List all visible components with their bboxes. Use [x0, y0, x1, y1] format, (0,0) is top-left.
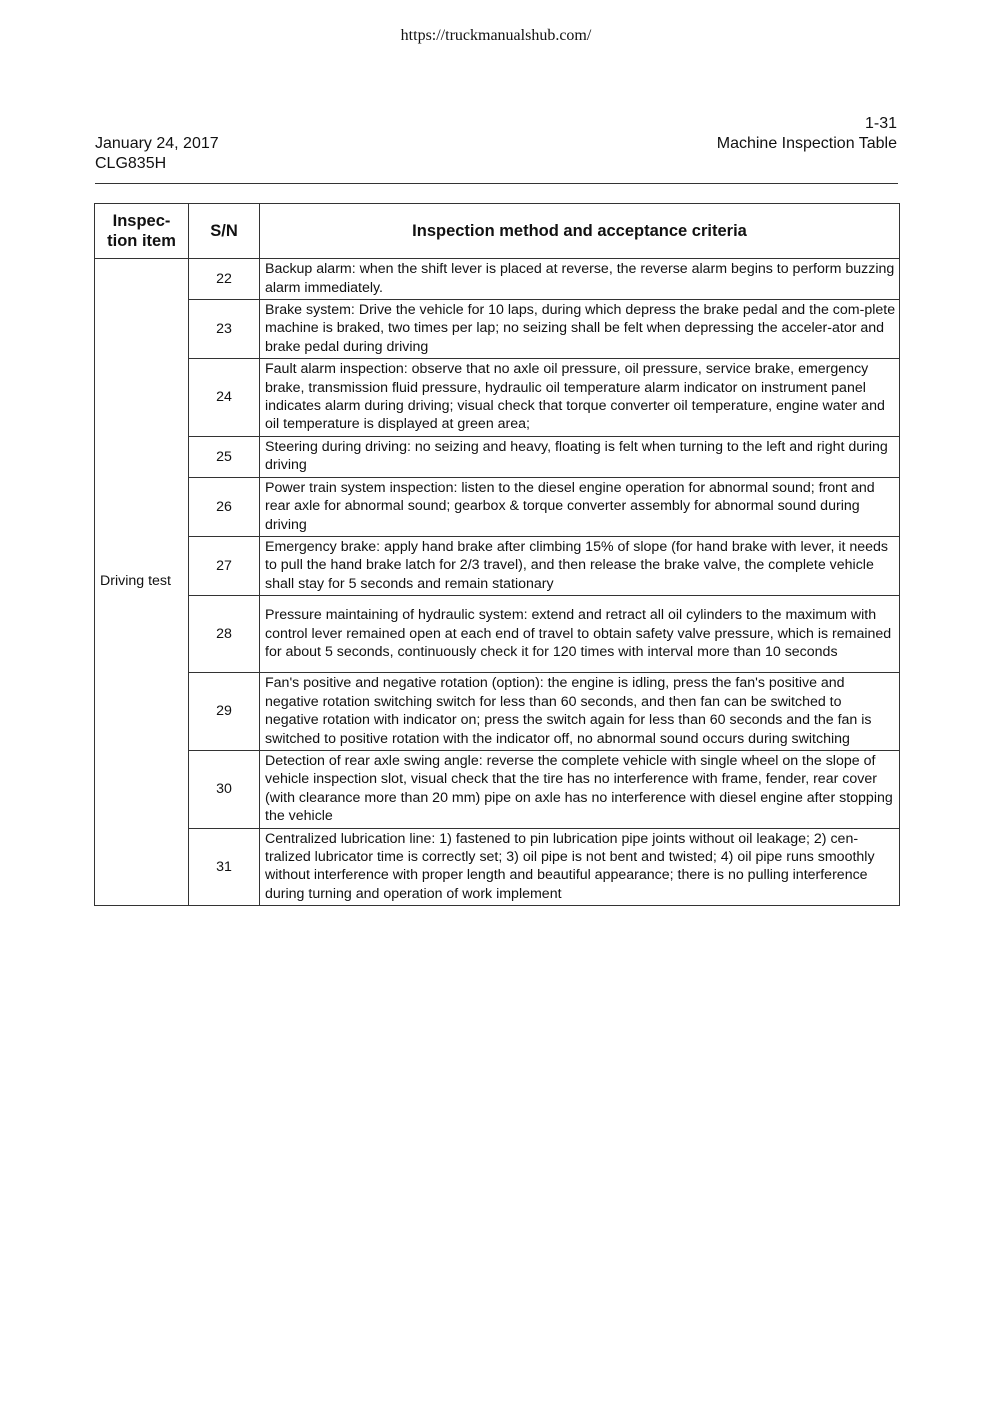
inspection-item-cell: Driving test [95, 259, 189, 906]
criteria-cell: Power train system inspection: listen to the diesel engine operation for abnormal sound; front and rear axle for abnormal sound; gearbox & torque converter assembly for abnormal sound during driving [260, 477, 900, 536]
header-right [717, 114, 897, 154]
document-date: January 24, 2017 [95, 135, 219, 152]
sn-cell: 27 [189, 537, 260, 596]
criteria-cell: Backup alarm: when the shift lever is placed at reverse, the reverse alarm begins to perform buzzing alarm immediately. [260, 259, 900, 300]
sn-cell: 29 [189, 673, 260, 751]
table-row [95, 750, 900, 828]
table-row [95, 537, 900, 596]
section-title: Machine Inspection Table [716, 135, 897, 152]
table-row [95, 596, 900, 673]
criteria-cell: Pressure maintaining of hydraulic system: extend and retract all oil cylinders to the maximum with control lever remained open at each end of travel to obtain safety valve pressure, which is remained for about 5 seconds, continuously check it for 120 times with interval more than 10 seconds [260, 596, 900, 673]
page-number: 1-31 [864, 115, 897, 132]
criteria-cell: Fan's positive and negative rotation (option): the engine is idling, press the fan's positive and negative rotation switching switch for less than 60 seconds, and then fan can be switched to negative rotation with indicator on; press the switch again for less than 60 seconds and the fan is switched to positive rotation with the indicator off, no abnormal sound occurs during switching [260, 673, 900, 751]
machine-model: CLG835H [95, 155, 167, 172]
criteria-cell: Brake system: Drive the vehicle for 10 laps, during which depress the brake pedal and the com-plete machine is braked, two times per lap; no seizing shall be felt when depressing the acceler-ator and brake pedal during driving [260, 300, 900, 359]
sn-cell: 28 [189, 596, 260, 673]
sn-cell: 23 [189, 300, 260, 359]
table-row [95, 828, 900, 906]
table-row [95, 300, 900, 359]
criteria-cell: Fault alarm inspection: observe that no axle oil pressure, oil pressure, service brake, emergency brake, transmission fluid pressure, hydraulic oil temperature alarm indicator on instrument panel indicates alarm during driving; visual check that torque converter oil temperature, engine water and oil temperature is displayed at green area; [260, 359, 900, 437]
sn-cell: 31 [189, 828, 260, 906]
sn-cell: 24 [189, 359, 260, 437]
table-row [95, 259, 900, 300]
sn-cell: 22 [189, 259, 260, 300]
criteria-cell: Steering during driving: no seizing and heavy, floating is felt when turning to the left and right during driving [260, 436, 900, 477]
inspection-table [94, 203, 900, 906]
criteria-cell: Detection of rear axle swing angle: reverse the complete vehicle with single wheel on the slope of vehicle inspection slot, visual check that the tire has no interference with frame, fender, rear cover (with clearance more than 20 mm) pipe on axle has no interference with diesel engine after stopping the vehicle [260, 750, 900, 828]
column-header-method: Inspection method and acceptance criteria [260, 204, 900, 259]
sn-cell: 25 [189, 436, 260, 477]
column-header-sn: S/N [189, 204, 260, 259]
table-header-row [95, 204, 900, 259]
sn-cell: 30 [189, 750, 260, 828]
table-row [95, 673, 900, 751]
table-row [95, 436, 900, 477]
column-header-inspection-item: Inspec- tion item [95, 204, 189, 259]
sn-cell: 26 [189, 477, 260, 536]
table-row [95, 359, 900, 437]
header-left [95, 134, 219, 174]
criteria-cell: Emergency brake: apply hand brake after climbing 15% of slope (for hand brake with lever, it needs to pull the hand brake latch for 2/3 travel), and then release the brake valve, the complete vehicle shall stay for 5 seconds and remain stationary [260, 537, 900, 596]
source-url[interactable]: https://truckmanualshub.com/ [400, 27, 592, 44]
table-row [95, 477, 900, 536]
criteria-cell: Centralized lubrication line: 1) fastened to pin lubrication pipe joints without oil leakage; 2) cen-tralized lubricator time is correctly set; 3) oil pipe is not bent and twisted; 4) oil pipe runs smoothly without interference with proper length and beautiful appearance; there is no pulling interference during turning and operation of work implement [260, 828, 900, 906]
header-divider [95, 183, 898, 184]
